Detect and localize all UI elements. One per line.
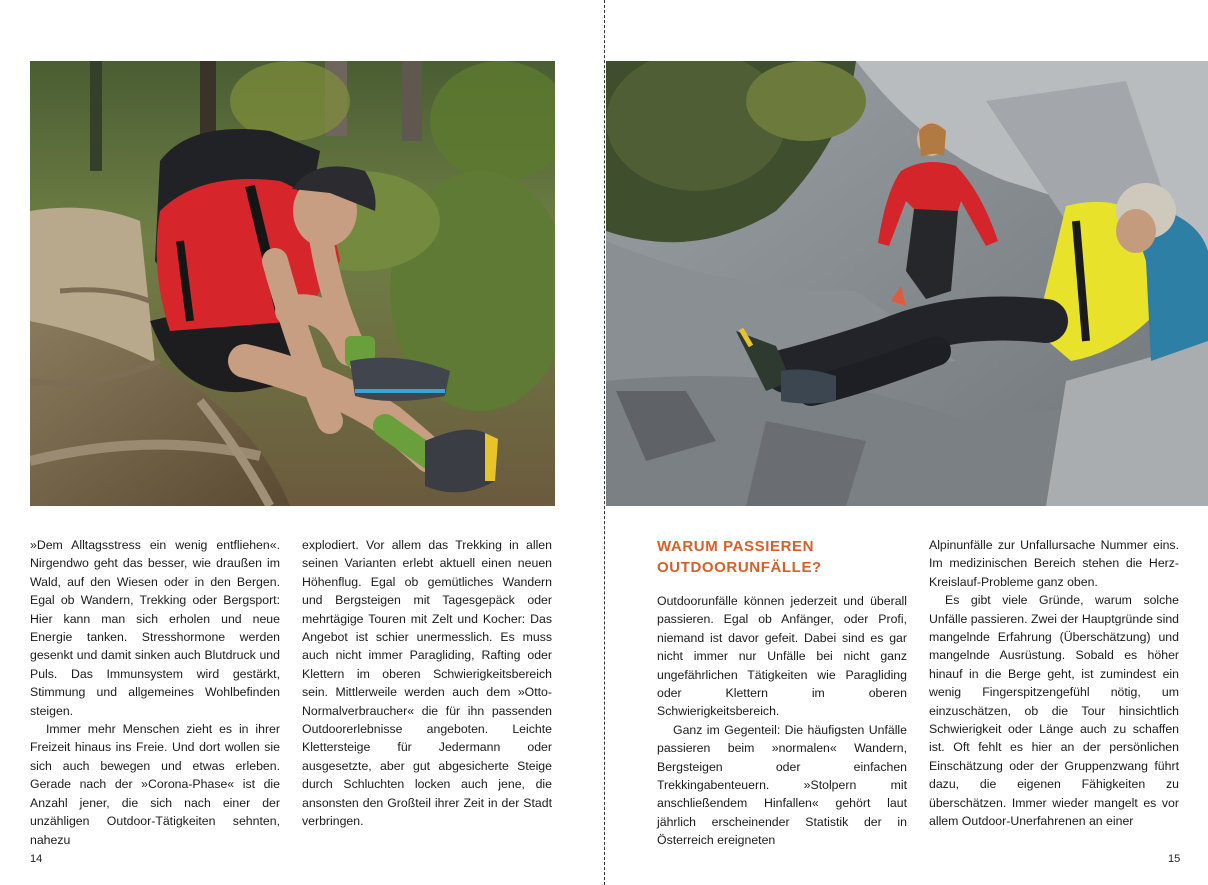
photo-hikers-on-rock-slope	[606, 61, 1208, 506]
gutter-fold-line	[604, 0, 605, 885]
left-page-column-1	[30, 536, 280, 849]
body-paragraph: Ganz im Gegenteil: Die häufigsten Unfälle passieren beim »normalen« Wandern, Bergsteigen oder einfachen Trekkingabenteuern. »Stolpern mit anschließendem Hinfallen« gehört laut jährlich erscheinender Statistik der in Österreich ereigneten	[657, 722, 907, 848]
right-page-column-2	[929, 536, 1179, 831]
body-paragraph: Immer mehr Menschen zieht es in ihrer Freizeit hinaus ins Freie. Und dort wollen sie sich auch bewegen und etwas erleben. Gerade nach der »Corona-Phase« ist die Anzahl jener, die sich nach einer der unzähligen Outdoor-Tätigkeiten sehnten, nahezu	[30, 722, 280, 847]
photo-hiker-holding-calf	[30, 61, 555, 506]
page-number-right: 15	[1168, 853, 1181, 865]
page-number-left: 14	[30, 853, 43, 865]
section-heading: WARUM PASSIEREN OUTDOORUNFÄLLE?	[657, 538, 822, 576]
left-page-column-2	[302, 536, 552, 831]
body-paragraph: Es gibt viele Gründe, warum solche Unfälle passieren. Zwei der Hauptgründe sind mangelnde Erfahrung (Überschätzung) und mangelnde Ausrüstung. Sobald es höher hinauf in die Berge geht, ist zumindest ein wenig Fingerspitzengefühl nötig, um einzuschätzen, ob die Tour hinsichtlich Schwierigkeit oder Länge auch zu schaffen ist. Oft fehlt es hier an der persönlichen Einschätzung oder der Gruppenzwang führt dazu, die eigenen Fähigkeiten zu überschätzen. Immer wieder mangelt es vor allem Outdoor-Unerfahrenen an einer	[929, 593, 1179, 829]
right-page-column-1	[657, 536, 907, 850]
body-paragraph: Outdoorunfälle können jederzeit und überall passieren. Egal ob Anfänger, oder Profi, niemand ist davor gefeit. Dabei sind es gar nicht immer nur Unfälle bei nicht ganz ungefährlichen Tätigkeiten wie Paragliding oder Klettern im oberen Schwierigkeitsbereich.	[657, 594, 907, 719]
body-paragraph: »Dem Alltagsstress ein wenig entfliehen«. Nirgendwo geht das besser, wie draußen im Wald, auf den Wiesen oder in den Bergen. Egal ob Wandern, Trekking oder Bergsport: Hier kann man sich erholen und neue Energie tanken. Stresshormone werden gesenkt und damit sinken auch Blutdruck und Puls. Das Immunsystem wird gestärkt, Stimmung und allgemeines Wohlbefinden steigen.	[30, 538, 280, 718]
body-paragraph: Alpinunfälle zur Unfallursache Nummer eins. Im medizinischen Bereich stehen die Herz- Kreislauf-Probleme ganz oben.	[929, 538, 1179, 589]
body-paragraph: explodiert. Vor allem das Trekking in allen seinen Varianten erlebt aktuell einen neuen Höhenflug. Egal ob gemütliches Wandern und Bergsteigen mit Tagesgepäck oder mehrtägige Touren mit Zelt und Kocher: Das Angebot ist schier unermesslich. Es muss auch nicht immer Paragliding, Rafting oder Klettern im oberen Schwierigkeitsbereich sein. Mittlerweile werden auch dem »Otto-Normalverbraucher« die für ihn passenden Outdoorerlebnisse angeboten. Leichte Klettersteige für Jedermann oder ausgesetzte, aber gut abgesicherte Steige durch Schluchten locken auch jene, die ansonsten den Großteil ihrer Zeit in der Stadt verbringen.	[302, 538, 552, 829]
